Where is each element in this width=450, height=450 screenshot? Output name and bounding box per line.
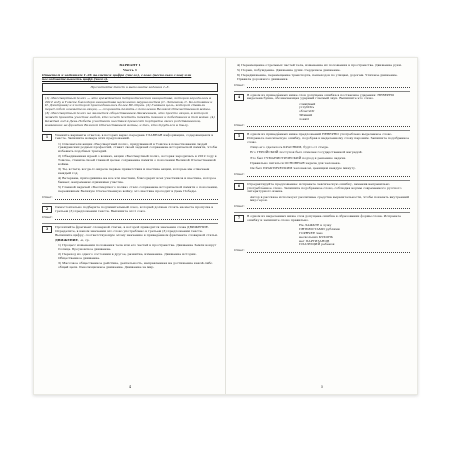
list-item: Не ЛАЖЬТЕ в лужу — [299, 223, 332, 228]
list-item: ловкО — [299, 116, 310, 121]
divider — [42, 203, 218, 204]
list-item: углубИть — [299, 105, 315, 110]
answer-line-6[interactable] — [234, 205, 410, 209]
answer-label: Ответ: — [234, 171, 245, 176]
task-prompt: В одном из приведённых ниже предложений НЕВЕРНО употреблено выделенное слово. Исправьте лексическую ошибку, подобрав к выделенному слову пароним. Запишите подобранное слово. — [247, 132, 410, 145]
book-spread — [33, 57, 418, 395]
list-item: ПЯТЬЮСТАМИ рублями — [299, 227, 340, 232]
divider — [234, 180, 410, 181]
entry-grammar: , -я, ср. — [77, 237, 90, 242]
task-prompt: В одном из приведённых ниже слов допущена ошибка в постановке ударения: НЕВЕРНО выделена буква, обозначающая ударный гласный звук. Выпишите это слово. — [247, 92, 395, 101]
page-number: 5 — [320, 385, 324, 390]
task-number: 3 — [42, 226, 52, 233]
answer-label: Ответ: — [42, 215, 53, 220]
task-number: 1 — [42, 134, 52, 141]
task-option: 3) Ты, кстати, когда-то видела первые приветствия и шествие акции, которые мы отмечаем каждый год. — [58, 167, 210, 176]
task-option: 2) Объединенная идеей о воинах, акция «Бессмертный полк», которая зародилась в 2012 году в Томске, ставила своей главной целью сохранение памяти о поколении Великой Отечественной войны. — [58, 154, 217, 167]
task-prompt: Прочитайте фрагмент словарной статьи, в которой приводятся значения слова ДВИЖЕНИЕ. Определите, в каком значении это слово употреблено в третьем (3) предложении текста. Выпишите цифру, соответствующую этому значению в приведённом фрагменте словарной статьи. — [55, 224, 218, 237]
task-number: 7 — [234, 215, 244, 222]
divider — [234, 130, 410, 131]
list-item: нет ПАРТИЗАНОВ — [299, 238, 330, 243]
left-page — [42, 63, 218, 390]
page-number: 4 — [128, 385, 132, 390]
task-option: 1) Основатели акции «Бессмертный полк», придуманной в Томске в повествовании людей гражданских родных профессий, ставят своей задачей сохранение исторической памяти, чтобы избежать подобных трагедий. — [58, 141, 218, 154]
answer-line-7[interactable] — [234, 249, 410, 253]
entry-meaning: 4) Перемещение отдельных частей тела, изменение их положения в пространстве. Движение руки. — [237, 63, 402, 67]
list-item: ЗИмний — [299, 112, 313, 117]
book-gutter — [225, 58, 226, 394]
task-4 — [234, 94, 410, 122]
task-6 — [234, 183, 410, 204]
divider — [234, 91, 410, 92]
answer-field[interactable] — [247, 123, 410, 127]
task-option: 5) Главной задачей «Бессмертного полка» стало сохранение исторической памяти о поколении, пережившем Великую Отечественную войну; это шествие проходит в День Победы. — [58, 185, 218, 194]
task-prompt: Отредактируйте предложение: исправьте лексическую ошибку, заменив неправильно употреблённое слово. Запишите подобранное слово, соблюдая нормы современного русского литературного языка. — [247, 181, 402, 194]
part-title: Часть 1 — [123, 68, 137, 73]
read-text-title: Прочитайте текст и выполните задания 1–3. — [90, 84, 170, 89]
task-sentence: Он был ПРАКТИЧЕСКИМ человеком, ценящим каждую минуту. — [250, 165, 356, 170]
task-number: 5 — [234, 133, 244, 140]
answer-label: Ответ: — [234, 122, 245, 127]
task-sentence: Его ГЕРОЙСКИЙ поступок был отмечен государственной наградой. — [250, 150, 363, 155]
task-sentence: Это был ГУМАНИСТИЧЕСКИЙ подход к решению задачи. — [250, 155, 347, 160]
task-2 — [42, 206, 218, 214]
answer-line-1[interactable] — [42, 196, 218, 200]
entry-meaning: 5) Порыв, побуждение. Движение души. Сердечное движение. — [237, 68, 341, 73]
answer-field[interactable] — [247, 84, 410, 88]
word-list — [247, 224, 410, 247]
task-sentence: Правильно питаться ОСНОВНАЯ задача для человека. — [250, 160, 341, 165]
task-number: 4 — [234, 94, 244, 101]
answer-line-2[interactable] — [42, 216, 218, 220]
answer-field[interactable] — [55, 216, 218, 220]
list-item: ГОРЯЧЕЕ чаю — [299, 230, 323, 235]
entry-meaning: 3) Массовое общественное действие, деятельность, направленная на достижение какой-либо общей цели. Революционное движение. Движение за мир. — [58, 260, 213, 269]
list-item: ПЛАЧУЩИЙ ребёнок — [299, 242, 335, 247]
task-5 — [234, 133, 410, 170]
answer-label: Ответ: — [234, 204, 245, 209]
divider — [42, 223, 218, 224]
reading-text-box — [42, 94, 218, 131]
read-text-title-box — [42, 83, 218, 92]
task-number: 6 — [234, 183, 244, 190]
entry-meaning: 1) Процесс изменения положения тела или его частей в пространстве. Движение Земли вокруг Солнца. Броуновское движение. — [58, 242, 217, 251]
list-item: нескольких КУХОНЬ — [299, 234, 333, 239]
answer-label: Ответ: — [42, 195, 53, 200]
answer-field[interactable] — [247, 205, 410, 209]
list-item: сливОвый — [299, 101, 316, 106]
right-page — [234, 63, 410, 390]
answer-line-3[interactable] — [234, 84, 410, 88]
answer-label: Ответ: — [234, 248, 245, 253]
answer-field[interactable] — [247, 173, 410, 177]
task-3 — [42, 226, 218, 270]
answer-field[interactable] — [55, 196, 218, 200]
task-prompt: Укажите варианты ответов, в которых верно передана ГЛАВНАЯ информация, содержащаяся в тексте. Запишите номера этих предложений. — [55, 132, 214, 141]
entry-meaning: 6) Передвижение, перемещение транспорта, пешеходов по улицам, дорогам. Уличное движение. Правила дорожного движения. — [237, 73, 398, 82]
task-1 — [42, 134, 218, 195]
answer-line-4[interactable] — [234, 123, 410, 127]
task-sentence: Автор в рассказе использует различные средства выразительности, чтобы показать внутренний мир героя. — [250, 194, 410, 203]
task-sentence: Лицо его сделалось КРАСНЫМ, будто от стыда. — [250, 145, 329, 150]
text-paragraph: (1) «Бессмертный полк» — это гражданская патриотическая инициатива, которая зародилась в 2012 году в Томске благодаря инициативе нескольких журналистов (С. Лапенков, С. Колотовкин и И. Дмитриев) и к которой присоединились более 80 стран. (2) Главная цель, которой ставили перед собой основатели акции, — сохранить память о поколении Великой Отечественной войны. (3) «Бессмертный полк» не является общественным движением, это просто акция, в которой может принять участие любой, кто хочет почтить память павших и победивших в той войне. (4) Каждый год в День Победы участники шествия проносят портреты своих родственников, воевавших на фронтах Великой Отечественной войны, и тех, кто трудился в тылу. — [45, 95, 215, 127]
variant-title: ВАРИАНТ 1 — [119, 63, 141, 67]
answer-label: Ответ: — [234, 82, 245, 87]
answer-line-5[interactable] — [234, 173, 410, 177]
entry-meaning: 2) Переход из одного состояния в другое, развитие, изменение. Движение истории. Общественное движение. — [58, 251, 197, 260]
entry-word: ДВИЖЕНИЕ — [55, 237, 78, 242]
word-list — [247, 103, 410, 122]
list-item: облегчИт — [299, 109, 315, 114]
answer-field[interactable] — [247, 249, 410, 253]
divider — [234, 212, 410, 213]
task-7 — [234, 215, 410, 247]
task-prompt: Самостоятельно подберите подчинительный союз, который должен стоять на месте пропуска в третьем (3) предложении текста. Выпишите этот союз. — [55, 205, 214, 214]
task-option: 4) Ветераны, приходившие на все эти шествия, благодарят всех участников и шествие, которое бывает, непременно принимая участие. — [58, 176, 217, 185]
task-number: 2 — [42, 206, 52, 213]
instructions: Ответом к заданиям 1–26 является цифра (число), слово (несколько слов) или последовательность цифр (чисел). — [42, 73, 192, 82]
task-prompt: В одном из выделенных ниже слов допущена ошибка в образовании формы слова. Исправьте ошибку и запишите слово правильно. — [247, 214, 401, 223]
